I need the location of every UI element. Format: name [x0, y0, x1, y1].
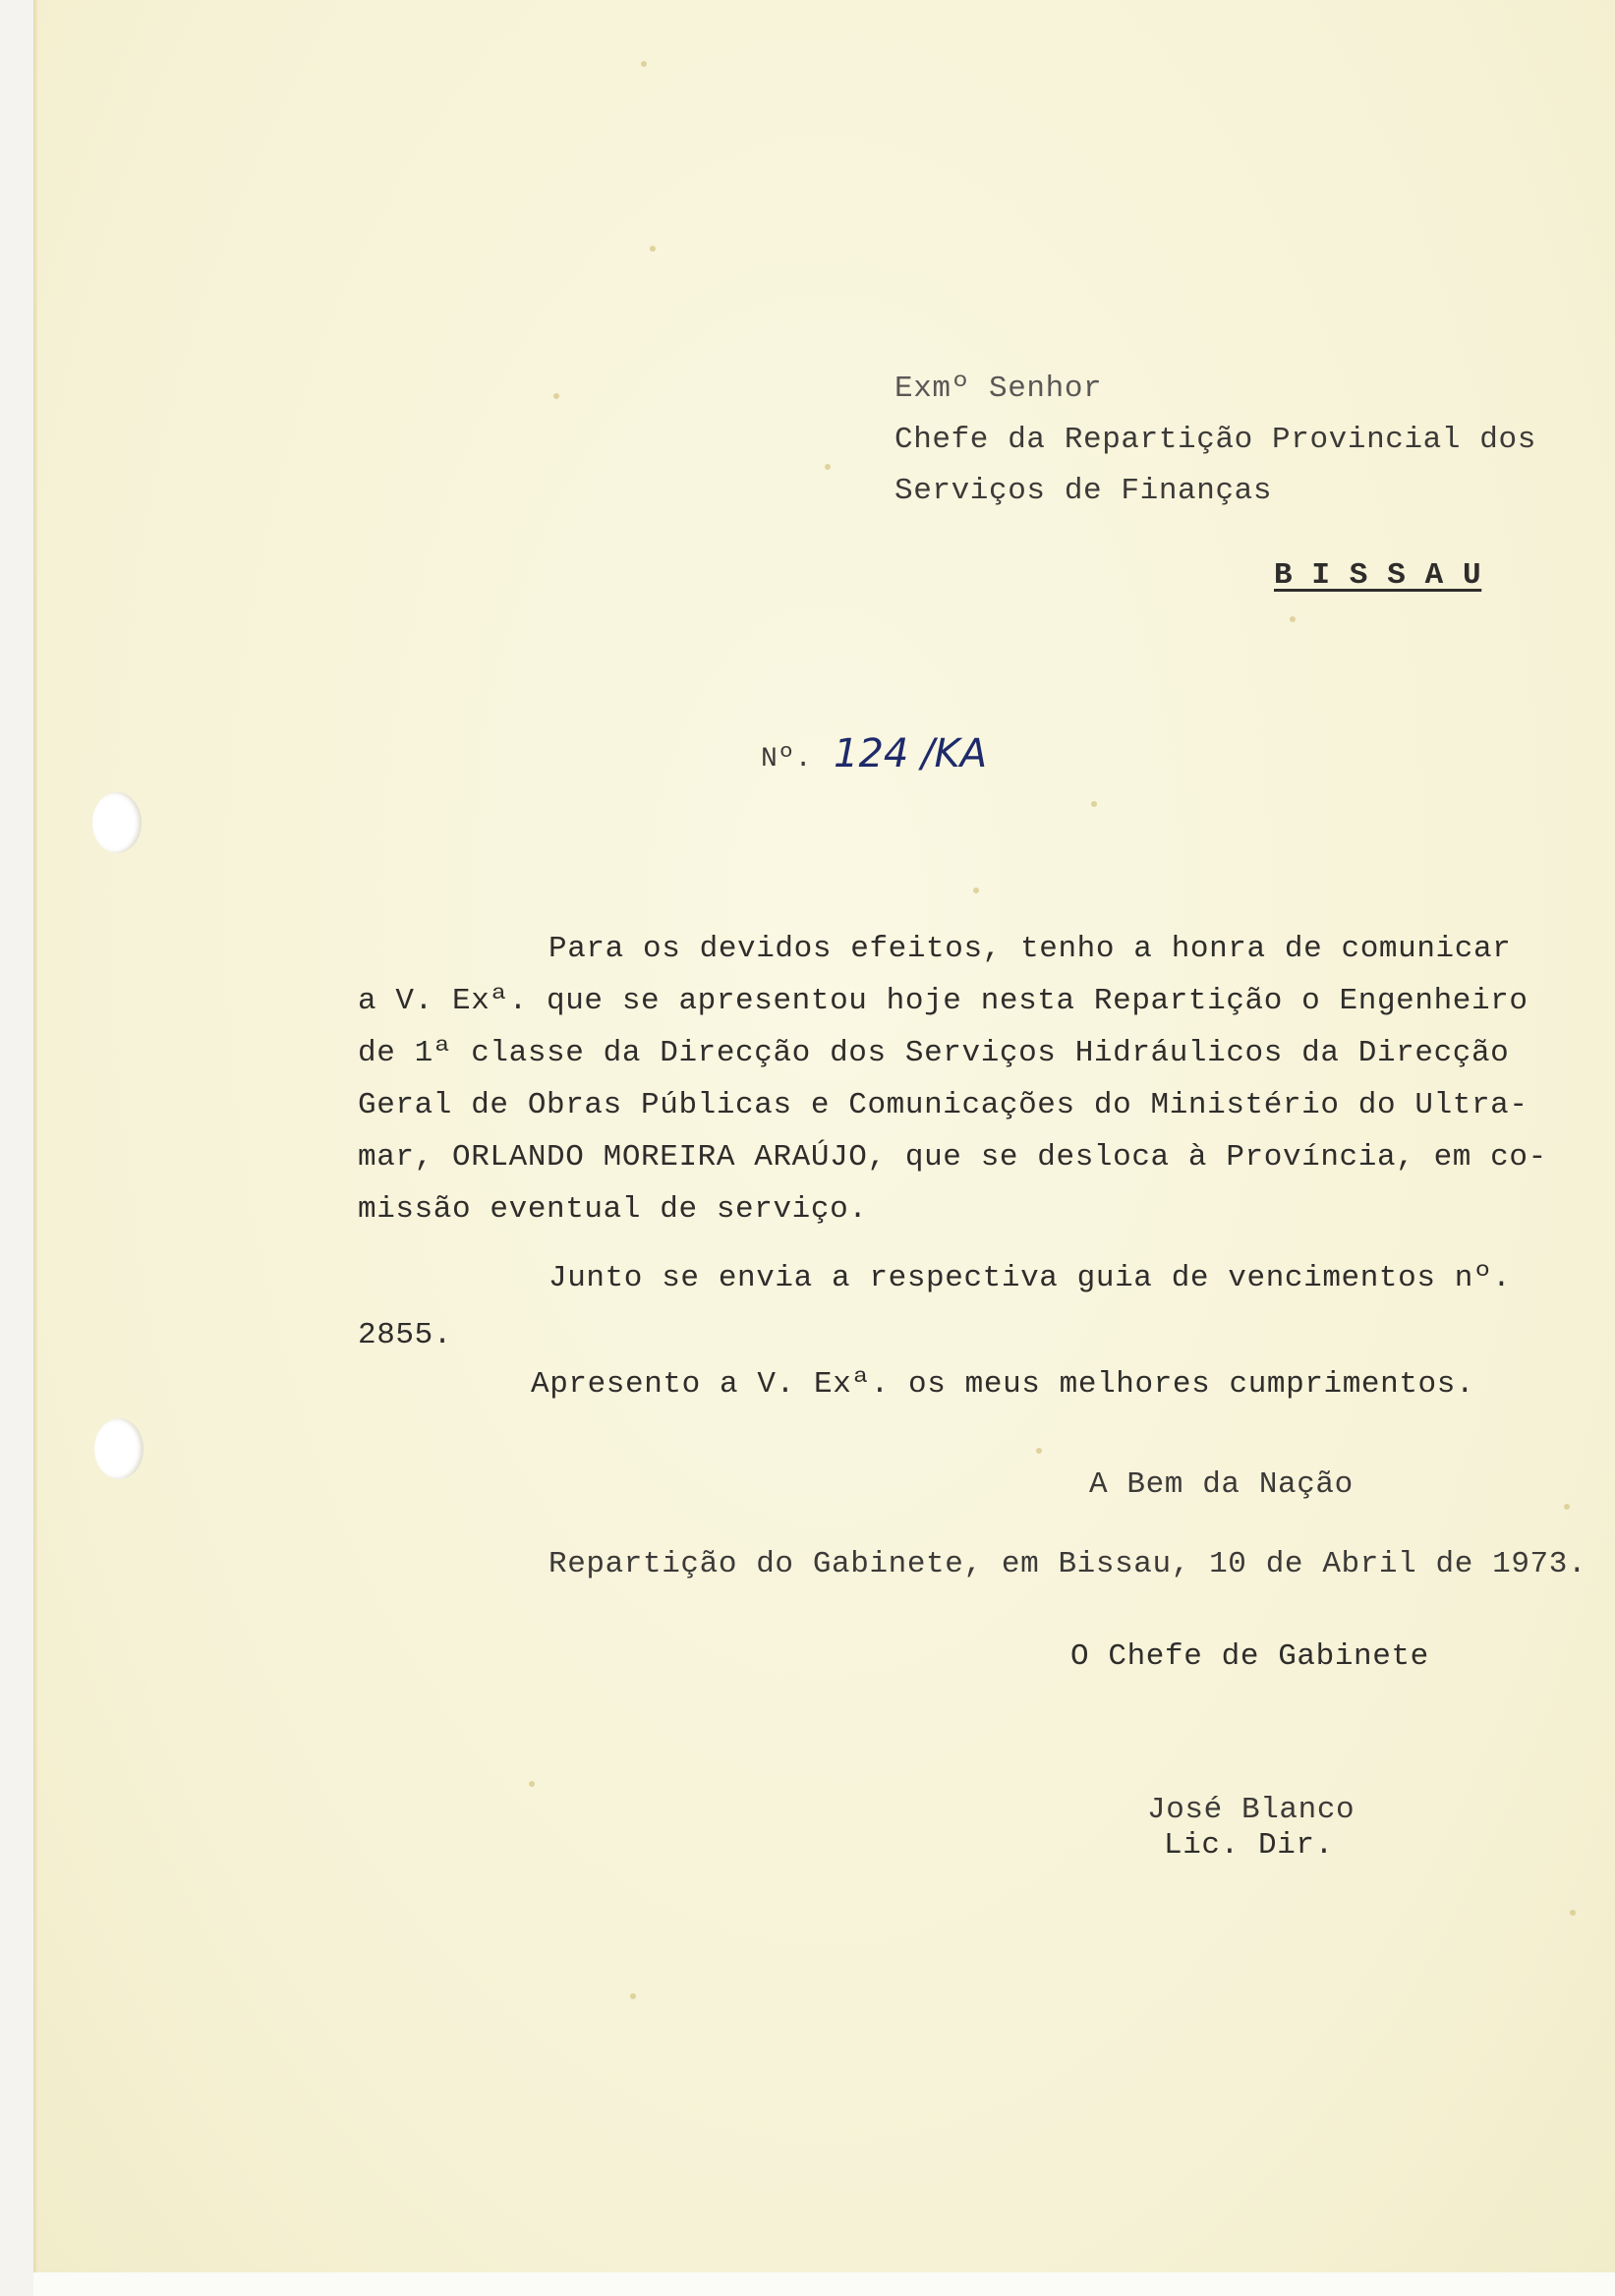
addressee-city: B I S S A U	[1274, 558, 1482, 593]
closing-place-date: Repartição do Gabinete, em Bissau, 10 de Abril de 1973.	[548, 1547, 1587, 1581]
paper-speck	[650, 246, 656, 252]
paper-speck	[973, 888, 979, 893]
addressee-salutation: Exmº Senhor	[894, 372, 1103, 406]
body-line: missão eventual de serviço.	[358, 1192, 868, 1227]
punch-hole-top	[92, 792, 142, 853]
body-line: Geral de Obras Públicas e Comunicações do Ministério do Ultra-	[358, 1088, 1528, 1122]
paper-speck	[1564, 1504, 1570, 1510]
addressee-line-1: Chefe da Repartição Provincial dos	[894, 423, 1536, 457]
punch-hole-bottom	[94, 1418, 144, 1479]
closing-motto: A Bem da Nação	[1089, 1467, 1354, 1502]
paper-edge-shadow	[35, 0, 37, 2272]
body-line: de 1ª classe da Direcção dos Serviços Hidráulicos da Direcção	[358, 1036, 1510, 1070]
paper-speck	[641, 61, 647, 67]
reference-prefix: Nº.	[761, 744, 813, 775]
paper-speck	[553, 393, 559, 399]
paper-speck	[1091, 801, 1097, 807]
scan-bottom-margin	[33, 2272, 1615, 2296]
letter-sheet	[33, 0, 1615, 2272]
paper-speck	[529, 1781, 535, 1787]
closing-signatory-title: O Chefe de Gabinete	[1070, 1639, 1429, 1674]
body-line: a V. Exª. que se apresentou hoje nesta Repartição o Engenheiro	[358, 984, 1528, 1018]
body-line: Apresento a V. Exª. os meus melhores cumprimentos.	[531, 1367, 1475, 1402]
paper-speck	[1036, 1448, 1042, 1454]
paper-speck	[825, 464, 831, 470]
closing-signatory-note: Lic. Dir.	[1164, 1828, 1334, 1863]
body-line: Junto se envia a respectiva guia de vencimentos nº.	[548, 1261, 1512, 1295]
body-line: Para os devidos efeitos, tenho a honra de comunicar	[548, 932, 1512, 966]
addressee-line-2: Serviços de Finanças	[894, 474, 1273, 508]
paper-speck	[1570, 1910, 1576, 1916]
body-line: 2855.	[358, 1318, 453, 1352]
paper-speck	[1290, 616, 1296, 622]
paper-speck	[630, 1993, 636, 1999]
closing-signatory-name: José Blanco	[1147, 1793, 1355, 1827]
body-line: mar, ORLANDO MOREIRA ARAÚJO, que se desloca à Província, em co-	[358, 1140, 1547, 1175]
reference-handwritten-number: 124 /KA	[834, 731, 988, 776]
